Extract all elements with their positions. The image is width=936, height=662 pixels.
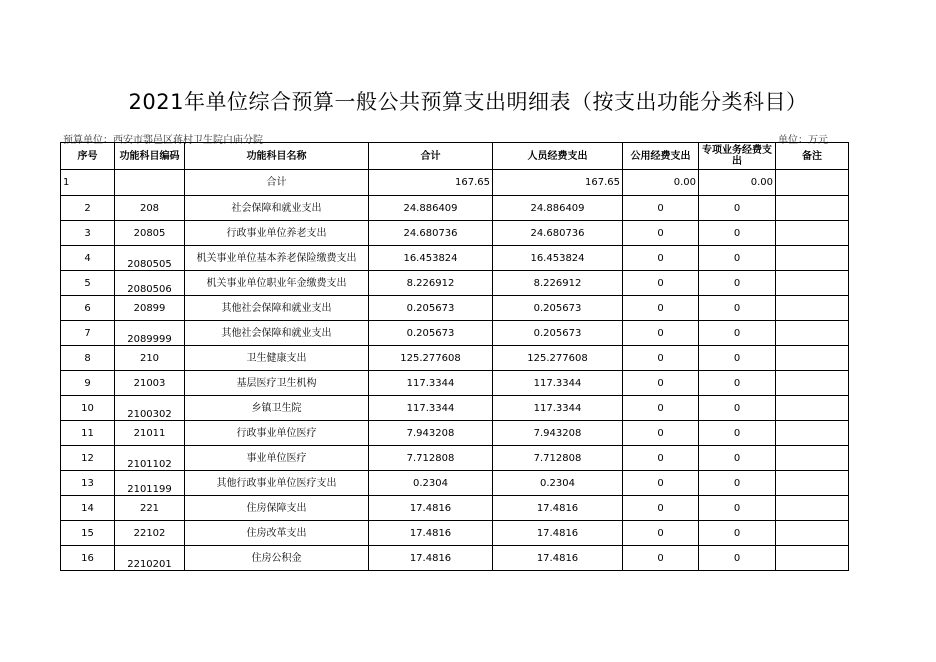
- header-name: 功能科目名称: [185, 143, 369, 170]
- cell-personnel: 125.277608: [493, 346, 623, 371]
- cell-total: 117.3344: [369, 371, 493, 396]
- cell-total: 16.453824: [369, 246, 493, 271]
- table-row: [61, 221, 849, 246]
- cell-public: 0: [623, 271, 699, 296]
- table-row: [61, 296, 849, 321]
- cell-special: 0: [699, 471, 776, 496]
- cell-public: 0: [623, 396, 699, 421]
- cell-seq: 8: [61, 346, 115, 371]
- cell-personnel: 0.205673: [493, 321, 623, 346]
- unit-label: 单位：万元: [778, 135, 828, 146]
- cell-seq: 11: [61, 421, 115, 446]
- table-header-row: [61, 143, 849, 170]
- cell-name: 机关事业单位职业年金缴费支出: [185, 271, 369, 296]
- cell-seq: 7: [61, 321, 115, 346]
- cell-special: 0: [699, 521, 776, 546]
- cell-special: 0.00: [699, 170, 776, 196]
- header-code: 功能科目编码: [115, 143, 185, 170]
- cell-personnel: 24.886409: [493, 196, 623, 221]
- expenditure-table: [60, 142, 849, 571]
- cell-code: 21003: [115, 371, 185, 396]
- page-title: 2021年单位综合预算一般公共预算支出明细表（按支出功能分类科目）: [128, 90, 808, 114]
- cell-personnel: 0.2304: [493, 471, 623, 496]
- table-row: [61, 421, 849, 446]
- cell-total: 7.943208: [369, 421, 493, 446]
- header-remark: 备注: [776, 143, 849, 170]
- cell-code: 2101199: [115, 471, 185, 496]
- cell-code: [115, 170, 185, 196]
- cell-name: 卫生健康支出: [185, 346, 369, 371]
- cell-seq: 10: [61, 396, 115, 421]
- cell-personnel: 117.3344: [493, 371, 623, 396]
- cell-code: 2089999: [115, 321, 185, 346]
- cell-personnel: 17.4816: [493, 521, 623, 546]
- cell-public: 0: [623, 446, 699, 471]
- cell-seq: 14: [61, 496, 115, 521]
- table-row: [61, 371, 849, 396]
- cell-public: 0: [623, 321, 699, 346]
- cell-special: 0: [699, 196, 776, 221]
- cell-code: 2210201: [115, 546, 185, 571]
- cell-code: 22102: [115, 521, 185, 546]
- cell-name: 其他行政事业单位医疗支出: [185, 471, 369, 496]
- cell-public: 0: [623, 521, 699, 546]
- cell-special: 0: [699, 421, 776, 446]
- cell-personnel: 0.205673: [493, 296, 623, 321]
- cell-name: 乡镇卫生院: [185, 396, 369, 421]
- cell-name: 住房改革支出: [185, 521, 369, 546]
- cell-seq: 12: [61, 446, 115, 471]
- total-row: [61, 170, 849, 196]
- cell-special: 0: [699, 446, 776, 471]
- cell-public: 0: [623, 221, 699, 246]
- cell-name: 机关事业单位基本养老保险缴费支出: [185, 246, 369, 271]
- cell-total: 17.4816: [369, 546, 493, 571]
- cell-code: 20805: [115, 221, 185, 246]
- cell-public: 0: [623, 196, 699, 221]
- cell-personnel: 17.4816: [493, 546, 623, 571]
- cell-code: 2080505: [115, 246, 185, 271]
- cell-code: 221: [115, 496, 185, 521]
- cell-special: 0: [699, 221, 776, 246]
- cell-total: 117.3344: [369, 396, 493, 421]
- cell-remark: [776, 170, 849, 196]
- cell-special: 0: [699, 346, 776, 371]
- cell-code: 2080506: [115, 271, 185, 296]
- cell-public: 0.00: [623, 170, 699, 196]
- header-public: 公用经费支出: [623, 143, 699, 170]
- cell-name: 合计: [185, 170, 369, 196]
- cell-total: 17.4816: [369, 521, 493, 546]
- table-row: [61, 246, 849, 271]
- cell-code: 21011: [115, 421, 185, 446]
- cell-remark: [776, 221, 849, 246]
- cell-name: 社会保障和就业支出: [185, 196, 369, 221]
- cell-seq: 6: [61, 296, 115, 321]
- cell-personnel: 7.712808: [493, 446, 623, 471]
- cell-total: 24.886409: [369, 196, 493, 221]
- cell-seq: 4: [61, 246, 115, 271]
- cell-total: 167.65: [369, 170, 493, 196]
- cell-remark: [776, 396, 849, 421]
- cell-personnel: 16.453824: [493, 246, 623, 271]
- cell-remark: [776, 196, 849, 221]
- cell-personnel: 167.65: [493, 170, 623, 196]
- cell-total: 17.4816: [369, 496, 493, 521]
- header-personnel: 人员经费支出: [493, 143, 623, 170]
- cell-name: 住房保障支出: [185, 496, 369, 521]
- cell-personnel: 7.943208: [493, 421, 623, 446]
- cell-code: 210: [115, 346, 185, 371]
- cell-seq: 5: [61, 271, 115, 296]
- cell-name: 基层医疗卫生机构: [185, 371, 369, 396]
- table-row: [61, 196, 849, 221]
- cell-seq: 1: [61, 170, 115, 196]
- cell-public: 0: [623, 296, 699, 321]
- cell-special: 0: [699, 546, 776, 571]
- cell-total: 0.2304: [369, 471, 493, 496]
- cell-total: 8.226912: [369, 271, 493, 296]
- cell-name: 行政事业单位养老支出: [185, 221, 369, 246]
- cell-total: 0.205673: [369, 321, 493, 346]
- cell-public: 0: [623, 496, 699, 521]
- cell-special: 0: [699, 396, 776, 421]
- table-row: [61, 471, 849, 496]
- cell-name: 事业单位医疗: [185, 446, 369, 471]
- cell-special: 0: [699, 296, 776, 321]
- cell-special: 0: [699, 321, 776, 346]
- cell-remark: [776, 371, 849, 396]
- table-row: [61, 396, 849, 421]
- cell-public: 0: [623, 346, 699, 371]
- cell-personnel: 24.680736: [493, 221, 623, 246]
- cell-remark: [776, 421, 849, 446]
- cell-total: 125.277608: [369, 346, 493, 371]
- cell-name: 行政事业单位医疗: [185, 421, 369, 446]
- cell-name: 其他社会保障和就业支出: [185, 296, 369, 321]
- cell-code: 2100302: [115, 396, 185, 421]
- cell-remark: [776, 521, 849, 546]
- cell-remark: [776, 346, 849, 371]
- cell-remark: [776, 546, 849, 571]
- table-row: [61, 346, 849, 371]
- cell-public: 0: [623, 246, 699, 271]
- cell-name: 其他社会保障和就业支出: [185, 321, 369, 346]
- table-row: [61, 446, 849, 471]
- cell-remark: [776, 446, 849, 471]
- budget-unit-label: 预算单位：西安市鄠邑区蒋村卫生院白庙分院: [63, 135, 263, 146]
- cell-special: 0: [699, 496, 776, 521]
- cell-code: 2101102: [115, 446, 185, 471]
- cell-code: 20899: [115, 296, 185, 321]
- cell-seq: 13: [61, 471, 115, 496]
- cell-total: 0.205673: [369, 296, 493, 321]
- table-row: [61, 521, 849, 546]
- cell-seq: 3: [61, 221, 115, 246]
- table-row: [61, 496, 849, 521]
- cell-public: 0: [623, 421, 699, 446]
- cell-public: 0: [623, 546, 699, 571]
- cell-personnel: 17.4816: [493, 496, 623, 521]
- header-total: 合计: [369, 143, 493, 170]
- cell-special: 0: [699, 371, 776, 396]
- cell-code: 208: [115, 196, 185, 221]
- cell-special: 0: [699, 246, 776, 271]
- cell-remark: [776, 471, 849, 496]
- cell-total: 24.680736: [369, 221, 493, 246]
- header-special: 专项业务经费支出: [699, 143, 776, 170]
- cell-remark: [776, 246, 849, 271]
- cell-special: 0: [699, 271, 776, 296]
- cell-personnel: 8.226912: [493, 271, 623, 296]
- cell-remark: [776, 296, 849, 321]
- cell-seq: 15: [61, 521, 115, 546]
- cell-name: 住房公积金: [185, 546, 369, 571]
- table-row: [61, 321, 849, 346]
- cell-remark: [776, 496, 849, 521]
- cell-public: 0: [623, 471, 699, 496]
- cell-public: 0: [623, 371, 699, 396]
- cell-personnel: 117.3344: [493, 396, 623, 421]
- table-row: [61, 546, 849, 571]
- cell-remark: [776, 271, 849, 296]
- cell-total: 7.712808: [369, 446, 493, 471]
- header-seq: 序号: [61, 143, 115, 170]
- cell-remark: [776, 321, 849, 346]
- cell-seq: 16: [61, 546, 115, 571]
- table-row: [61, 271, 849, 296]
- cell-seq: 9: [61, 371, 115, 396]
- cell-seq: 2: [61, 196, 115, 221]
